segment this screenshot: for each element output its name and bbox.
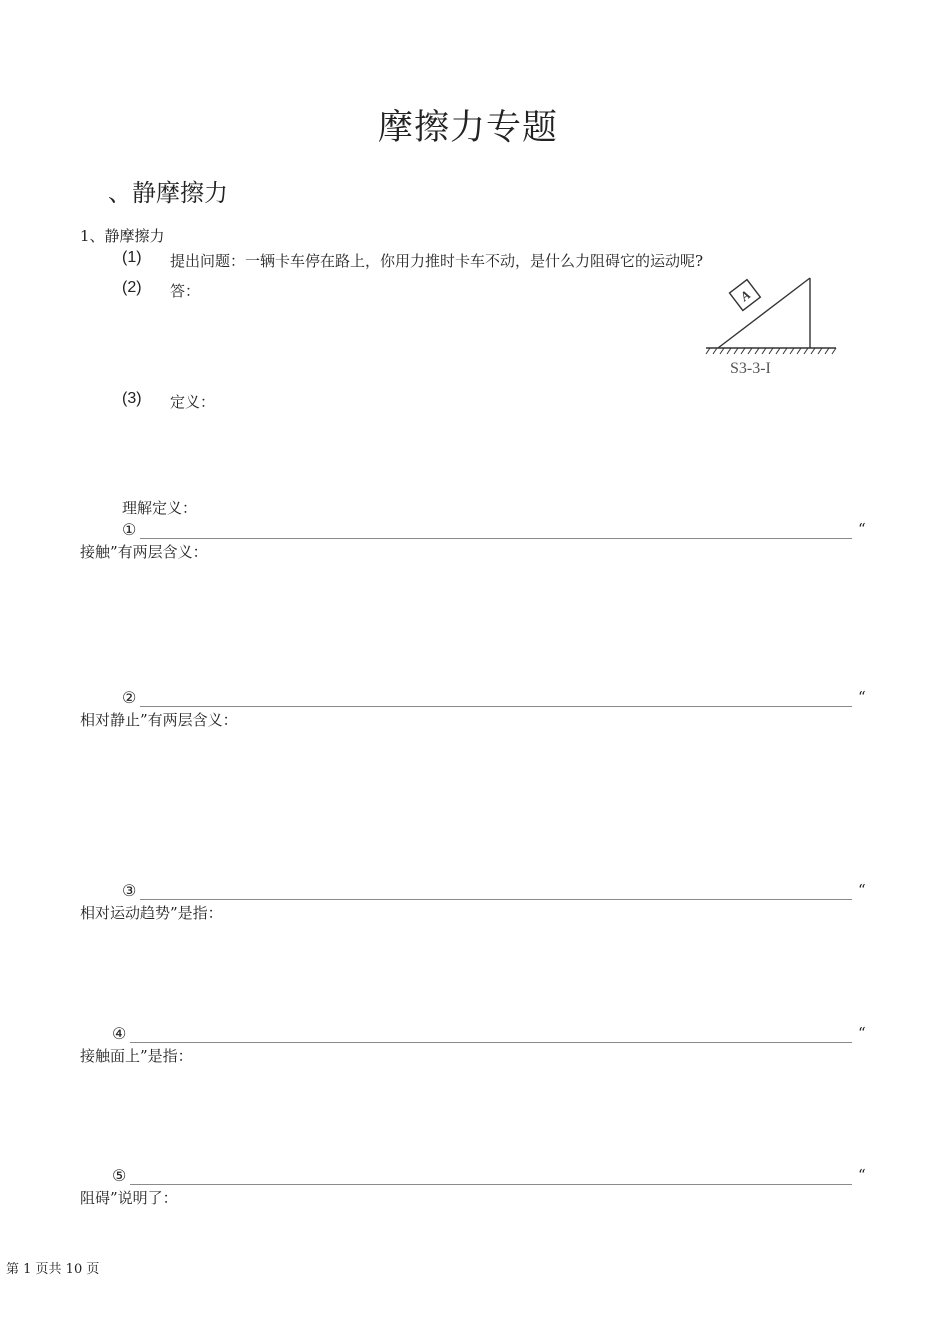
point-4-open-quote: “ (858, 1024, 866, 1042)
item-3-number: (3) (122, 390, 142, 407)
incline-plane (706, 278, 836, 348)
point-2-blank-line (140, 706, 852, 707)
item-2-text: 答： (170, 282, 201, 300)
point-2-marker: ② (122, 688, 137, 707)
section-heading: 、静摩擦力 (108, 179, 228, 207)
item-2-number: (2) (122, 279, 142, 296)
point-1-marker: ① (122, 520, 137, 539)
page-footer: 第 1 页共 10 页 (6, 1262, 100, 1277)
subsection-heading: 1、静摩擦力 (80, 227, 165, 245)
understand-definition-label: 理解定义： (122, 499, 198, 517)
figure-caption: S3-3-I (730, 360, 771, 377)
item-1-text: 提出问题：一辆卡车停在路上，你用力推时卡车不动，是什么力阻碍它的运动呢? (170, 252, 704, 270)
point-1-open-quote: “ (858, 520, 866, 538)
point-5-open-quote: “ (858, 1166, 866, 1184)
point-4-text: 接触面上”是指： (80, 1047, 193, 1065)
point-1-text: 接触”有两层含义： (80, 543, 208, 561)
point-5-blank-line (130, 1184, 852, 1185)
point-4-marker: ④ (112, 1024, 127, 1043)
point-3-marker: ③ (122, 881, 137, 900)
point-3-blank-line (140, 899, 852, 900)
point-3-open-quote: “ (858, 881, 866, 899)
incline-figure (702, 272, 842, 357)
point-3-text: 相对运动趋势”是指： (80, 904, 223, 922)
point-5-marker: ⑤ (112, 1166, 127, 1185)
item-1-number: (1) (122, 249, 142, 266)
point-2-text: 相对静止”有两层含义： (80, 711, 238, 729)
point-2-open-quote: “ (858, 688, 866, 706)
point-4-blank-line (130, 1042, 852, 1043)
point-1-blank-line (140, 538, 852, 539)
ground-hatch (706, 348, 836, 354)
block-a-label: A (737, 286, 754, 305)
item-3-text: 定义： (170, 393, 216, 411)
point-5-text: 阻碍”说明了： (80, 1189, 178, 1207)
page-title: 摩擦力专题 (377, 108, 558, 148)
